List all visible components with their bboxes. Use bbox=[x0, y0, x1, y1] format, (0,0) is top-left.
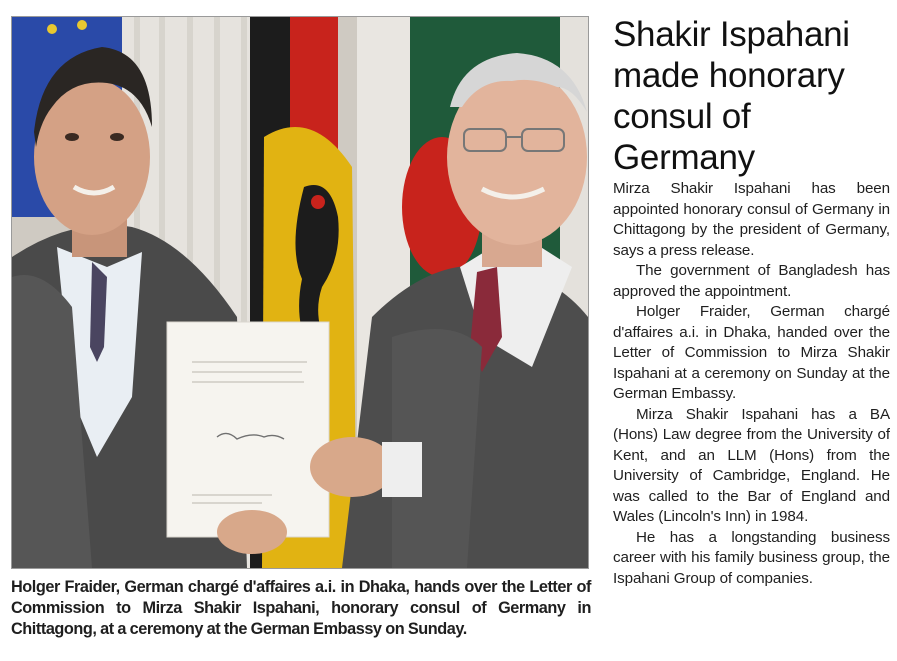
paragraph-1: Mirza Shakir Ispahani has been appointed honorary consul of Germany in Chittagong by the president of Germany, says a press release. bbox=[613, 180, 890, 259]
headline: Shakir Ispahani made honorary consul of Germany bbox=[613, 15, 850, 177]
photo-caption: Holger Fraider, German chargé d'affaires a.i. in Dhaka, hands over the Letter of Commission to Mirza Shakir Ispahani, honorary consul of Germany in Chittagong, at a ceremony at the German Embassy on Sunday. bbox=[11, 578, 591, 638]
news-photo bbox=[11, 16, 589, 569]
paragraph-5: He has a longstanding business career with his family business group, the Ispahani Group of companies. bbox=[613, 528, 890, 587]
paragraph-4: Mirza Shakir Ispahani has a BA (Hons) Law degree from the University of Kent, and an LLM (Hons) from the University of Cambridge, England. He was called to the Bar of England and Wales (Lincoln's Inn) in 1984. bbox=[613, 405, 890, 525]
article-body bbox=[613, 179, 890, 589]
paragraph-2: The government of Bangladesh has approved the appointment. bbox=[613, 262, 890, 300]
article bbox=[613, 14, 890, 654]
paragraph-3: Holger Fraider, German chargé d'affaires a.i. in Dhaka, handed over the Letter of Commission to Mirza Shakir Ispahani at a ceremony on Sunday at the German Embassy. bbox=[613, 303, 890, 402]
photo-illustration bbox=[12, 17, 588, 568]
